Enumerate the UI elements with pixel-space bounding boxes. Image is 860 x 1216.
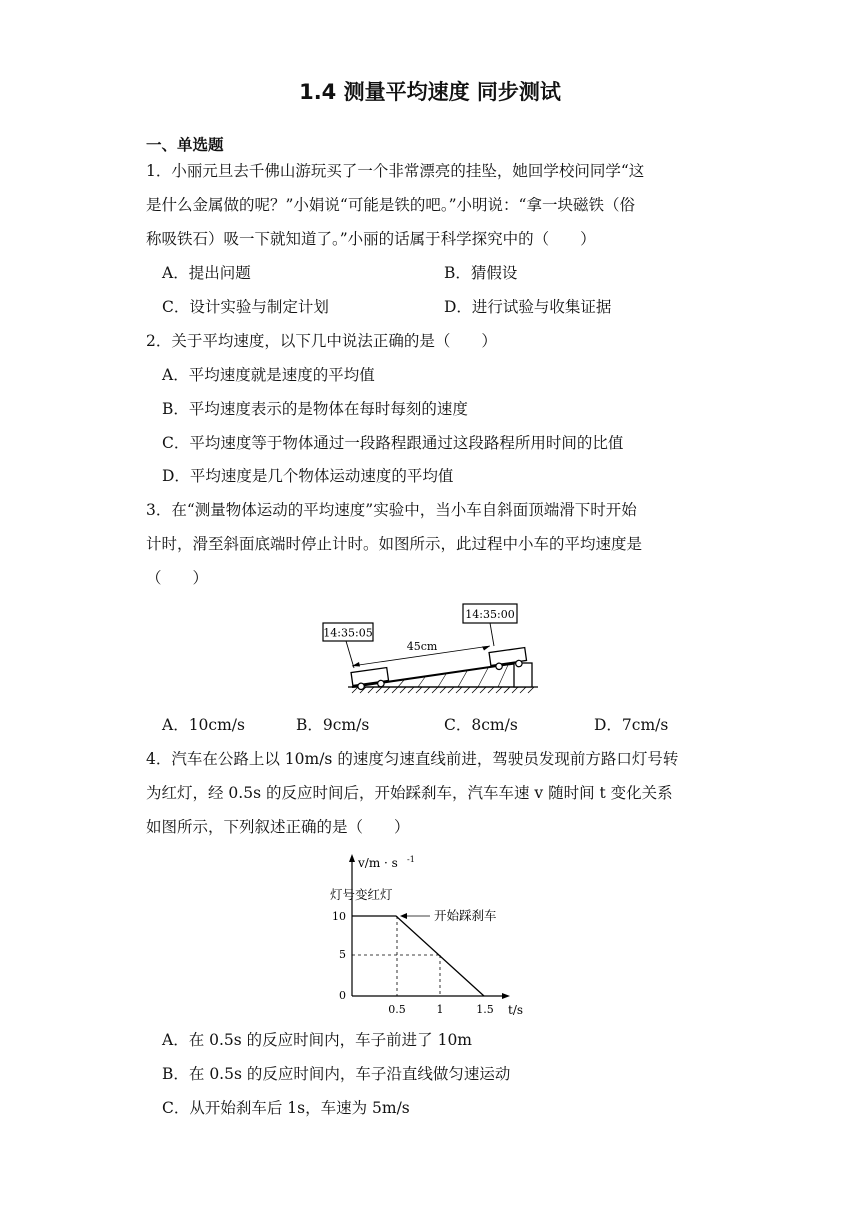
q4-line-1: 4．汽车在公路上以 10m/s 的速度匀速直线前进，驾驶员发现前方路口灯号转 bbox=[146, 750, 679, 768]
q4-option-b[interactable]: B．在 0.5s 的反应时间内，车子沿直线做匀速运动 bbox=[162, 1065, 511, 1083]
q3-option-b[interactable]: B．9cm/s bbox=[296, 716, 370, 734]
q3-option-a[interactable]: A．10cm/s bbox=[162, 716, 245, 734]
q2-stem: 2．关于平均速度，以下几中说法正确的是（ ） bbox=[146, 332, 497, 350]
y-tick-10: 10 bbox=[332, 910, 346, 923]
q1-option-b[interactable]: B．猜假设 bbox=[444, 264, 518, 282]
y-axis-label-exponent: -1 bbox=[407, 855, 415, 864]
y-axis-arrow bbox=[349, 854, 355, 862]
q3-line-1: 3．在“测量物体运动的平均速度”实验中，当小车自斜面顶端滑下时开始 bbox=[146, 501, 637, 519]
distance-arrow-head-right bbox=[482, 646, 490, 651]
y-tick-5: 5 bbox=[339, 948, 346, 961]
x-tick-1: 1 bbox=[436, 1003, 444, 1016]
y-tick-0: 0 bbox=[339, 989, 346, 1002]
annotation-brake-arrow bbox=[400, 913, 407, 919]
timer-top-text: 14:35:00 bbox=[465, 608, 515, 621]
incline-figure bbox=[318, 598, 544, 694]
distance-label: 45cm bbox=[406, 640, 438, 653]
q2-option-a[interactable]: A．平均速度就是速度的平均值 bbox=[162, 366, 375, 384]
q4-line-3: 如图所示，下列叙述正确的是（ ） bbox=[146, 818, 410, 836]
q1-option-d[interactable]: D．进行试验与收集证据 bbox=[444, 298, 612, 316]
x-tick-1-5: 1.5 bbox=[476, 1003, 494, 1016]
x-axis-arrow bbox=[502, 993, 510, 999]
q4-option-c[interactable]: C．从开始刹车后 1s，车速为 5m/s bbox=[162, 1099, 410, 1117]
ground-hatch bbox=[352, 687, 534, 693]
q3-option-d[interactable]: D．7cm/s bbox=[594, 716, 669, 734]
q1-option-a[interactable]: A．提出问题 bbox=[162, 264, 251, 282]
q1-option-c[interactable]: C．设计实验与制定计划 bbox=[162, 298, 329, 316]
x-axis-label: t/s bbox=[508, 1003, 524, 1016]
velocity-line bbox=[352, 916, 484, 996]
velocity-time-chart bbox=[330, 852, 530, 1016]
q1-line-1: 1．小丽元旦去千佛山游玩买了一个非常漂亮的挂坠，她回学校问同学“这 bbox=[146, 162, 645, 180]
y-axis-label: v/m · s bbox=[358, 856, 398, 870]
q3-option-c[interactable]: C．8cm/s bbox=[444, 716, 518, 734]
q2-option-c[interactable]: C．平均速度等于物体通过一段路程跟通过这段路程所用时间的比值 bbox=[162, 434, 624, 452]
q1-line-3: 称吸铁石）吸一下就知道了。”小丽的话属于科学探究中的（ ） bbox=[146, 230, 596, 248]
annotation-red-light: 灯号变红灯 bbox=[330, 887, 393, 902]
q1-line-2: 是什么金属做的呢？”小娟说“可能是铁的吧。”小明说：“拿一块磁铁（俗 bbox=[146, 196, 635, 214]
timer-bottom-pointer bbox=[346, 641, 354, 668]
q2-option-b[interactable]: B．平均速度表示的是物体在每时每刻的速度 bbox=[162, 400, 468, 418]
q3-line-3: （ ） bbox=[146, 569, 209, 587]
q4-option-a[interactable]: A．在 0.5s 的反应时间内，车子前进了 10m bbox=[162, 1031, 473, 1049]
q3-line-2: 计时，滑至斜面底端时停止计时。如图所示，此过程中小车的平均速度是 bbox=[146, 535, 643, 553]
timer-bottom-text: 14:35:05 bbox=[323, 626, 373, 640]
annotation-brake: 开始踩刹车 bbox=[434, 908, 497, 923]
q4-line-2: 为红灯，经 0.5s 的反应时间后，开始踩刹车，汽车车速 v 随时间 t 变化关系 bbox=[146, 784, 673, 802]
page-title: 1.4 测量平均速度 同步测试 bbox=[299, 80, 561, 104]
section-heading: 一、单选题 bbox=[146, 136, 224, 154]
x-tick-0-5: 0.5 bbox=[388, 1003, 406, 1016]
incline-hatch bbox=[378, 665, 508, 687]
timer-top-pointer bbox=[490, 623, 494, 646]
q2-option-d[interactable]: D．平均速度是几个物体运动速度的平均值 bbox=[162, 467, 454, 485]
